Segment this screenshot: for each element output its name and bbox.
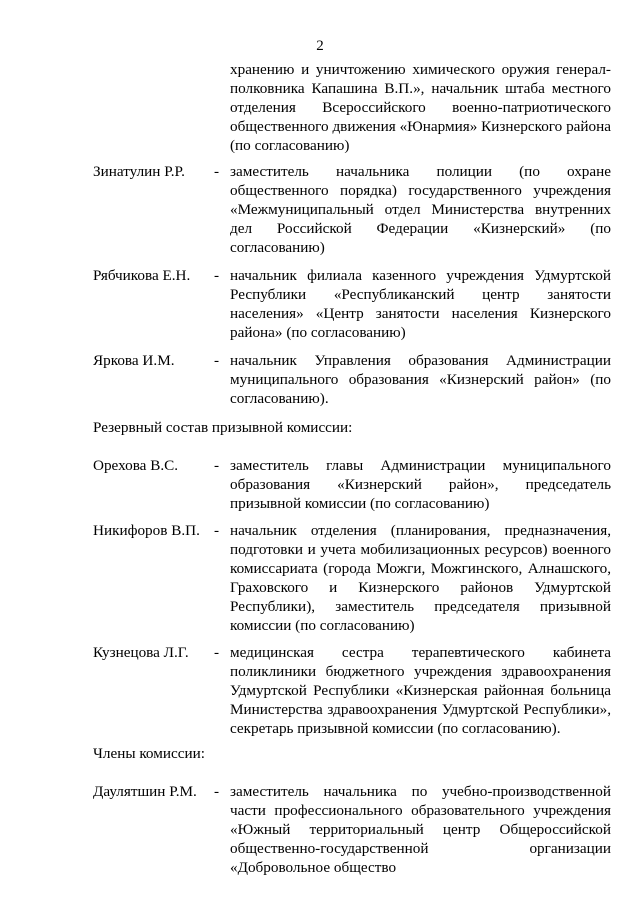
member-dash: - [214,644,220,661]
member-dash: - [214,783,220,800]
member-name: Рябчикова Е.Н. [93,267,191,284]
member-description: заместитель начальника по учебно-производственной части профессионального образовательного учреждения «Южный территориальный центр Общероссийской общественно-государственной организации «Добровольное общество [230,783,611,876]
member-name: Никифоров В.П. [93,522,200,539]
member-dash: - [214,457,220,474]
member-description: заместитель главы Администрации муниципального образования «Кизнерский район», председатель призывной комиссии (по согласованию) [230,457,611,512]
member-description: заместитель начальника полиции (по охране общественного порядка) государственного учреждения «Межмуниципальный отдел Министерства внутренних дел Российской Федерации «Кизнерский» (по согласованию) [230,163,611,256]
member-name: Зинатулин Р.Р. [93,163,185,180]
member-name: Орехова В.С. [93,457,179,474]
member-name: Яркова И.М. [93,352,175,369]
member-dash: - [214,522,220,539]
members-heading: Члены комиссии: [93,745,205,762]
member-name: Кузнецова Л.Г. [93,644,189,661]
reserve-heading: Резервный состав призывной комиссии: [93,419,353,436]
member-dash: - [214,163,220,180]
member-description: медицинская сестра терапевтического кабинета поликлиники бюджетного учреждения здравоохранения Удмуртской Республики «Кизнерская районная больница Министерства здравоохранения Удмуртской Республики», секретарь призывной комиссии (по согласованию). [230,644,611,737]
member-name: Даулятшин Р.М. [93,783,197,800]
member-dash: - [214,352,220,369]
member-description: начальник филиала казенного учреждения Удмуртской Республики «Республиканский центр занятости населения» «Центр занятости населения Кизнерского района» (по согласованию) [230,267,611,341]
member-description: начальник отделения (планирования, предназначения, подготовки и учета мобилизационных ресурсов) военного комиссариата (города Можги, Можгинского, Алнашского, Граховского и Кизнерского районов Удмуртской Республики), заместитель председателя призывной комиссии (по согласованию) [230,522,611,634]
member-description: начальник Управления образования Администрации муниципального образования «Кизнерский район» (по согласованию). [230,352,611,407]
page-number: 2 [316,38,324,54]
member-dash: - [214,267,220,284]
entry-description: хранению и уничтожению химического оружия генерал-полковника Капашина В.П.», начальник штаба местного отделения Всероссийского военно-патриотического общественного движения «Юнармия» Кизнерского района (по согласованию) [230,61,611,154]
